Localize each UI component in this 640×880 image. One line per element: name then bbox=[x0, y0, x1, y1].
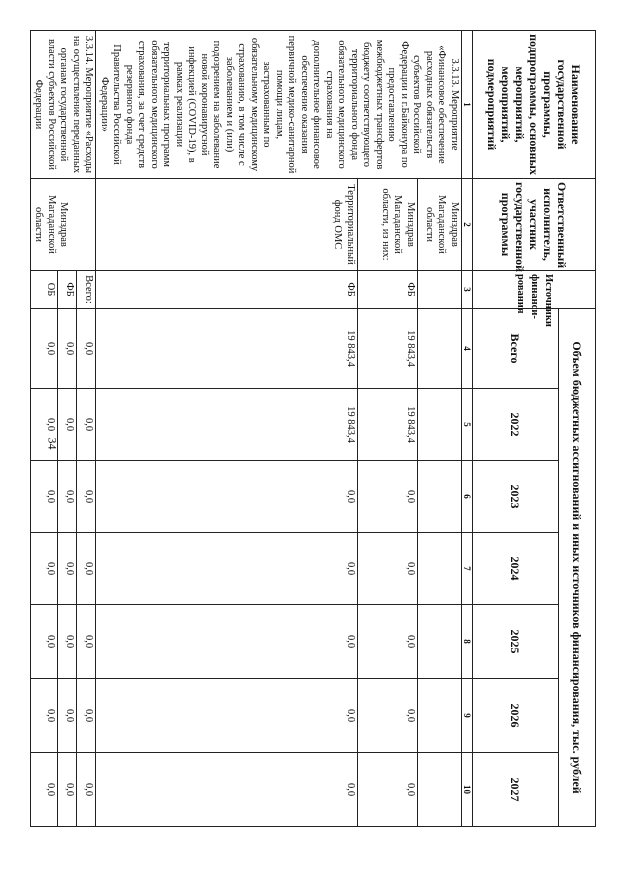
value-cell: 0,0 bbox=[77, 533, 96, 605]
empty-cell bbox=[417, 679, 461, 753]
financing-table bbox=[30, 30, 596, 827]
year-2027: 2027 bbox=[473, 753, 559, 827]
value-cell: 0,0 bbox=[96, 679, 357, 753]
responsible-cell: Территориальный фонд ОМС bbox=[96, 179, 357, 271]
empty-cell bbox=[417, 461, 461, 533]
value-cell: 0,0 bbox=[357, 533, 417, 605]
empty-cell bbox=[417, 389, 461, 461]
value-cell: 0,0 bbox=[58, 753, 77, 827]
value-cell: 19 843,4 bbox=[96, 389, 357, 461]
empty-cell bbox=[417, 605, 461, 679]
value-cell: 0,0 bbox=[357, 753, 417, 827]
value-cell: 19 843,4 bbox=[96, 309, 357, 389]
value-cell: 19 843,4 bbox=[357, 389, 417, 461]
year-2024: 2024 bbox=[473, 533, 559, 605]
year-2026: 2026 bbox=[473, 679, 559, 753]
col-number: 7 bbox=[462, 533, 473, 605]
source-total-cell: Всего: bbox=[77, 271, 96, 309]
empty-cell bbox=[417, 533, 461, 605]
value-cell: 0,0 bbox=[357, 679, 417, 753]
value-cell: 0,0 bbox=[31, 461, 58, 533]
value-cell: 0,0 bbox=[77, 679, 96, 753]
year-2025: 2025 bbox=[473, 605, 559, 679]
col-number: 1 bbox=[462, 31, 473, 179]
source-cell: ОБ bbox=[31, 271, 58, 309]
responsible-cell: Минздрав Магаданской области, из них: bbox=[357, 179, 417, 271]
col-number: 4 bbox=[462, 309, 473, 389]
header-volume: Объем бюджетных ассигнований и иных источников финансирования, тыс. рублей bbox=[559, 309, 596, 827]
value-cell: 19 843,4 bbox=[357, 309, 417, 389]
value-cell: 0,0 bbox=[77, 461, 96, 533]
year-total: Всего bbox=[473, 309, 559, 389]
responsible-cell: Минздрав Магаданской области bbox=[31, 179, 97, 271]
value-cell: 0,0 bbox=[357, 461, 417, 533]
header-source: Источники финанси-рования bbox=[473, 271, 596, 309]
source-cell: ФБ bbox=[357, 271, 417, 309]
col-number: 9 bbox=[462, 679, 473, 753]
value-cell: 0,0 bbox=[96, 533, 357, 605]
measure-3-3-13-name: 3.3.13. Мероприятие «Финансовое обеспечение расходных обязательств субъектов Российской Федерации и г.Байконура по предоставлению межбюджетных трансфертов бюджету соответствующего территориального фонда обязательного медицинского страхования на дополнительное финансовое обеспечение оказания первичной медико-санитарной помощи лицам, застрахованным по обязательному медицинскому страхованию, в том числе с заболеванием и (или) подозрением на заболевание новой коронавирусной инфекцией (COVID-19), в рамках реализации территориальных программ обязательного медицинского страхования, за счет средств резервного фонда Правительства Российской Федерации» bbox=[96, 31, 462, 179]
value-cell: 0,0 bbox=[357, 605, 417, 679]
value-cell: 0,0 bbox=[96, 461, 357, 533]
col-number: 2 bbox=[462, 179, 473, 271]
value-cell: 0,0 bbox=[31, 605, 58, 679]
header-row-1 bbox=[559, 31, 596, 827]
value-cell: 0,0 bbox=[31, 389, 58, 461]
measure-3-3-14-name: 3.3.14. Мероприятие «Расходы на осуществление переданных органам государственной власти субъектов Российской Федерации bbox=[31, 31, 97, 179]
empty-cell bbox=[417, 271, 461, 309]
value-cell: 0,0 bbox=[77, 309, 96, 389]
value-cell: 0,0 bbox=[96, 605, 357, 679]
empty-cell bbox=[417, 309, 461, 389]
value-cell: 0,0 bbox=[31, 309, 58, 389]
source-cell: ФБ bbox=[96, 271, 357, 309]
table-row bbox=[77, 31, 96, 827]
value-cell: 0,0 bbox=[31, 753, 58, 827]
empty-cell bbox=[417, 753, 461, 827]
header-name: Наименование государственной программы, подпрограммы, основных мероприятий, мероприятий, подмероприятий bbox=[473, 31, 596, 179]
col-number: 5 bbox=[462, 389, 473, 461]
value-cell: 0,0 bbox=[58, 605, 77, 679]
rotated-table-page bbox=[28, 30, 596, 826]
year-2023: 2023 bbox=[473, 461, 559, 533]
value-cell: 0,0 bbox=[96, 753, 357, 827]
year-2022: 2022 bbox=[473, 389, 559, 461]
page-number: 34 bbox=[45, 437, 60, 450]
col-number: 8 bbox=[462, 605, 473, 679]
header-responsible: Ответственный исполнитель, участник государственной программы bbox=[473, 179, 596, 271]
responsible-cell: Минздрав Магаданской области bbox=[417, 179, 461, 271]
value-cell: 0,0 bbox=[58, 533, 77, 605]
value-cell: 0,0 bbox=[58, 309, 77, 389]
value-cell: 0,0 bbox=[58, 461, 77, 533]
col-number: 3 bbox=[462, 271, 473, 309]
value-cell: 0,0 bbox=[31, 679, 58, 753]
col-number: 10 bbox=[462, 753, 473, 827]
value-cell: 0,0 bbox=[77, 753, 96, 827]
value-cell: 0,0 bbox=[58, 389, 77, 461]
value-cell: 0,0 bbox=[58, 679, 77, 753]
value-cell: 0,0 bbox=[77, 389, 96, 461]
table-row bbox=[417, 31, 461, 827]
value-cell: 0,0 bbox=[31, 533, 58, 605]
col-number: 6 bbox=[462, 461, 473, 533]
column-number-row bbox=[462, 31, 473, 827]
source-cell: ФБ bbox=[58, 271, 77, 309]
value-cell: 0,0 bbox=[77, 605, 96, 679]
